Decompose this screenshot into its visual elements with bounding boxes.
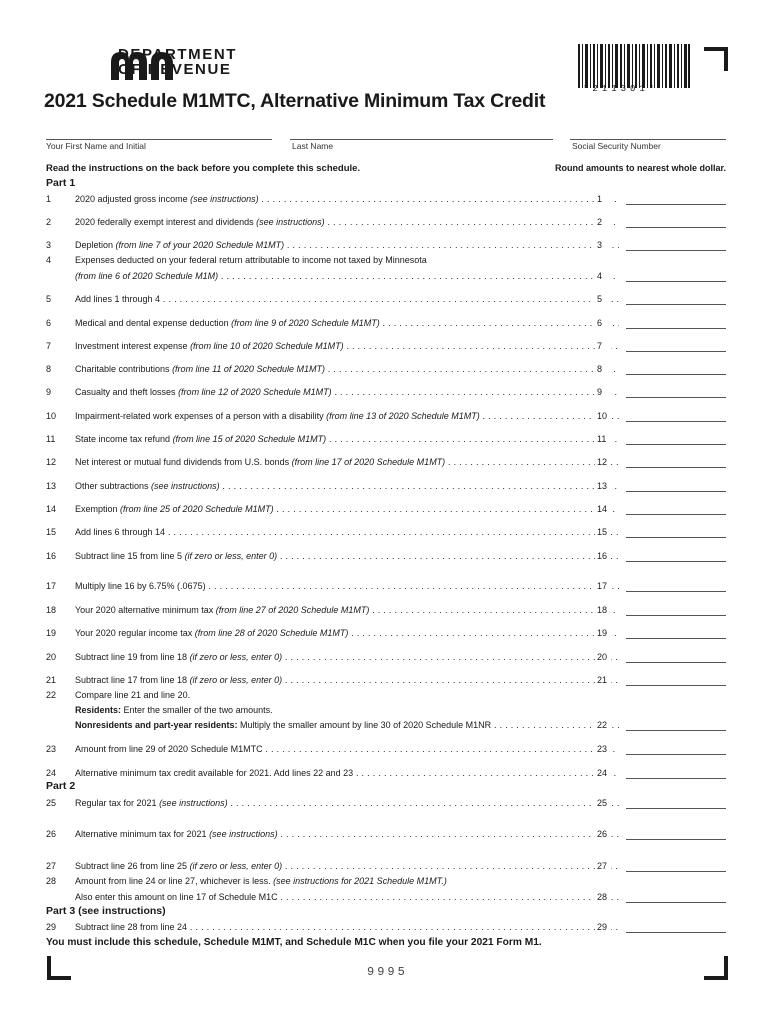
line-29: 29 Subtract line 28 from line 24 . . . 29: [46, 920, 726, 934]
line-12: 12 Net interest or mutual fund dividends from U.S. bonds (from line 17 of 2020 Schedule M1MT) . . . 12: [46, 455, 726, 469]
footer-note: You must include this schedule, Schedule M1MT, and Schedule M1C when you file your 2021 Form M1.: [46, 937, 542, 948]
line-15: 15 Add lines 6 through 14 . . . 15: [46, 525, 726, 539]
corner-mark-top-right: [704, 47, 728, 71]
line-27-amount[interactable]: [626, 871, 726, 872]
line-16: 16 Subtract line 15 from line 5 (if zero or less, enter 0) . . . 16: [46, 549, 726, 563]
line-23: 23 Amount from line 29 of 2020 Schedule M1MTC . . . 23: [46, 742, 726, 756]
barcode: [578, 44, 690, 88]
page-code: 9995: [367, 965, 408, 979]
line-22: Nonresidents and part-year residents: Multiply the smaller amount by line 30 of 2020 Schedule M1NR . . . 22: [46, 718, 726, 732]
line-24-amount[interactable]: [626, 778, 726, 779]
line-4-amount[interactable]: [626, 281, 726, 282]
line-5: 5 Add lines 1 through 4 . . . 5: [46, 292, 726, 306]
line-20-amount[interactable]: [626, 662, 726, 663]
corner-mark-bottom-left: [47, 956, 71, 980]
line-9-amount[interactable]: [626, 397, 726, 398]
line-22-amount[interactable]: [626, 730, 726, 731]
line-24: 24 Alternative minimum tax credit available for 2021. Add lines 22 and 23 . . . 24: [46, 766, 726, 780]
line-3: 3 Depletion (from line 7 of your 2020 Schedule M1MT) . . . 3: [46, 238, 726, 252]
line-14: 14 Exemption (from line 25 of 2020 Schedule M1MT) . . . 14: [46, 502, 726, 516]
line-13-amount[interactable]: [626, 491, 726, 492]
line-22-residents: Residents: Enter the smaller of the two amounts.: [75, 705, 273, 715]
line-3-amount[interactable]: [626, 250, 726, 251]
line-1-amount[interactable]: [626, 204, 726, 205]
line-2-amount[interactable]: [626, 227, 726, 228]
line-18-amount[interactable]: [626, 615, 726, 616]
line-22-number: 22: [46, 690, 57, 700]
ssn-field[interactable]: [570, 139, 726, 140]
line-7-amount[interactable]: [626, 351, 726, 352]
line-23-amount[interactable]: [626, 754, 726, 755]
line-17-amount[interactable]: [626, 591, 726, 592]
line-8-amount[interactable]: [626, 374, 726, 375]
line-28-amount[interactable]: [626, 902, 726, 903]
line-28-text: Amount from line 24 or line 27, whichever is less. (see instructions for 2021 Schedule M1MT.): [75, 876, 447, 886]
part-1-heading: Part 1: [46, 177, 76, 189]
line-8: 8 Charitable contributions (from line 11 of 2020 Schedule M1MT) . . . 8: [46, 362, 726, 376]
line-21-amount[interactable]: [626, 685, 726, 686]
first-name-field[interactable]: [46, 139, 272, 140]
line-14-amount[interactable]: [626, 514, 726, 515]
part-3-heading: Part 3 (see instructions): [46, 905, 166, 917]
line-26: 26 Alternative minimum tax for 2021 (see instructions) . . . 26: [46, 827, 726, 841]
barcode-number: *211301*: [583, 84, 659, 94]
line-28: Also enter this amount on line 17 of Schedule M1C . . . 28: [46, 890, 726, 904]
line-10-amount[interactable]: [626, 421, 726, 422]
agency-name: DEPARTMENT OF REVENUE: [118, 46, 238, 78]
line-22-text: Compare line 21 and line 20.: [75, 690, 191, 700]
line-25: 25 Regular tax for 2021 (see instructions) . . . 25: [46, 796, 726, 810]
rounding-note: Round amounts to nearest whole dollar.: [554, 163, 726, 173]
line-19: 19 Your 2020 regular income tax (from line 28 of 2020 Schedule M1MT) . . . 19: [46, 626, 726, 640]
line-6: 6 Medical and dental expense deduction (from line 9 of 2020 Schedule M1MT) . . . 6: [46, 316, 726, 330]
line-4-number: 4: [46, 255, 52, 265]
ssn-label: Social Security Number: [572, 141, 661, 151]
line-11: 11 State income tax refund (from line 15 of 2020 Schedule M1MT) . . . 11: [46, 432, 726, 446]
first-name-label: Your First Name and Initial: [46, 141, 146, 151]
line-4: (from line 6 of 2020 Schedule M1M) . . . 4: [46, 269, 726, 283]
line-1: 1 2020 adjusted gross income (see instructions) . . . 1: [46, 192, 726, 206]
line-4-text: Expenses deducted on your federal return attributable to income not taxed by Minnesota: [75, 255, 427, 265]
line-18: 18 Your 2020 alternative minimum tax (from line 27 of 2020 Schedule M1MT) . . . 18: [46, 603, 726, 617]
line-17: 17 Multiply line 16 by 6.75% (.0675) . . . 17: [46, 579, 726, 593]
line-13: 13 Other subtractions (see instructions) . . . 13: [46, 479, 726, 493]
last-name-field[interactable]: [290, 139, 553, 140]
line-7: 7 Investment interest expense (from line 10 of 2020 Schedule M1MT) . . . 7: [46, 339, 726, 353]
line-2: 2 2020 federally exempt interest and dividends (see instructions) . . . 2: [46, 215, 726, 229]
line-15-amount[interactable]: [626, 537, 726, 538]
line-28-number: 28: [46, 876, 57, 886]
part-2-heading: Part 2: [46, 780, 76, 792]
last-name-label: Last Name: [292, 141, 334, 151]
line-25-amount[interactable]: [626, 808, 726, 809]
corner-mark-bottom-right: [704, 956, 728, 980]
line-29-amount[interactable]: [626, 932, 726, 933]
line-6-amount[interactable]: [626, 328, 726, 329]
line-9: 9 Casualty and theft losses (from line 12 of 2020 Schedule M1MT) . . . 9: [46, 385, 726, 399]
line-26-amount[interactable]: [626, 839, 726, 840]
line-20: 20 Subtract line 19 from line 18 (if zero or less, enter 0) . . . 20: [46, 650, 726, 664]
line-5-amount[interactable]: [626, 304, 726, 305]
line-10: 10 Impairment-related work expenses of a person with a disability (from line 13 of 2020 Schedule M1MT) . . . 10: [46, 409, 726, 423]
line-16-amount[interactable]: [626, 561, 726, 562]
form-title: 2021 Schedule M1MTC, Alternative Minimum Tax Credit: [44, 90, 546, 112]
line-27: 27 Subtract line 26 from line 25 (if zero or less, enter 0) . . . 27: [46, 859, 726, 873]
line-11-amount[interactable]: [626, 444, 726, 445]
line-21: 21 Subtract line 17 from line 18 (if zero or less, enter 0) . . . 21: [46, 673, 726, 687]
line-19-amount[interactable]: [626, 638, 726, 639]
line-12-amount[interactable]: [626, 467, 726, 468]
instructions-note: Read the instructions on the back before you complete this schedule.: [46, 163, 361, 174]
